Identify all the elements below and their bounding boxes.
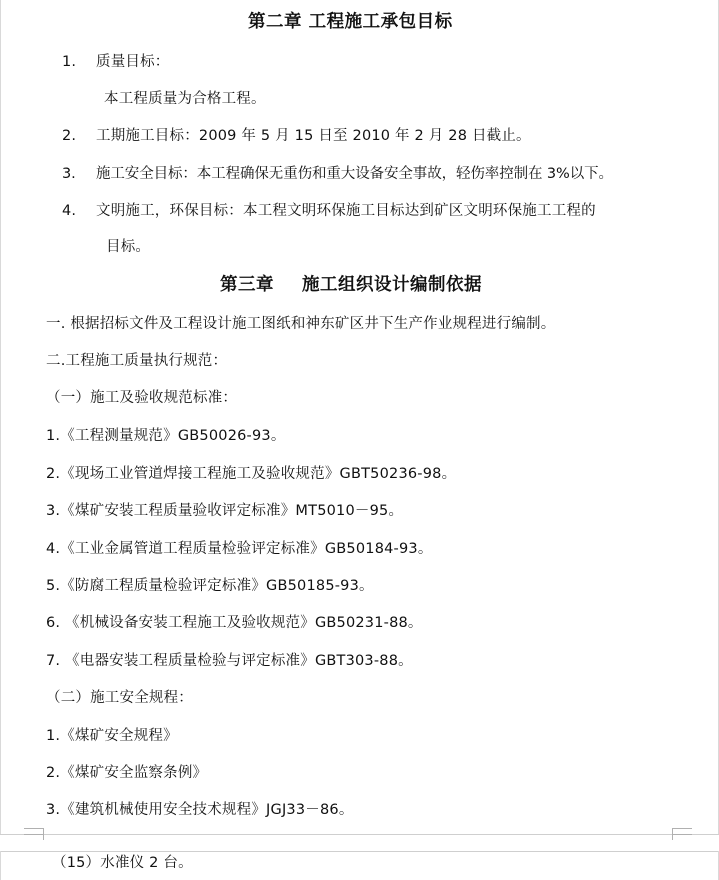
chapter3-line-13: 2.《煤矿安全监察条例》 xyxy=(46,765,208,781)
page-break xyxy=(0,834,719,852)
chapter3-title-prefix: 第三章 xyxy=(220,275,274,295)
chapter3-line-11: （二）施工安全规程： xyxy=(46,690,193,706)
chapter2-item-3 xyxy=(62,164,613,184)
item-text: 施工安全目标：本工程确保无重伤和重大设备安全事故，轻伤率控制在 3%以下。 xyxy=(96,166,613,182)
chapter3-line-7: 4.《工业金属管道工程质量检验评定标准》GB50184-93。 xyxy=(46,541,433,557)
chapter2-item-2 xyxy=(62,126,531,146)
chapter3-line-1: 一. 根据招标文件及工程设计施工图纸和神东矿区井下生产作业规程进行编制。 xyxy=(46,316,556,332)
chapter3-line-14: 3.《建筑机械使用安全技术规程》JGJ33－86。 xyxy=(46,802,354,818)
chapter3-line-10: 7. 《电器安装工程质量检验与评定标准》GBT303-88。 xyxy=(46,653,413,669)
chapter2-title: 第二章 工程施工承包目标 xyxy=(248,12,453,32)
item-text: 质量目标： xyxy=(96,54,170,70)
chapter3-line-3: （一）施工及验收规范标准： xyxy=(46,390,238,406)
next-page-line: （15）水准仪 2 台。 xyxy=(52,855,193,871)
item-text: 文明施工，环保目标：本工程文明环保施工目标达到矿区文明环保施工工程的 xyxy=(96,203,596,219)
chapter2-item-1-detail: 本工程质量为合格工程。 xyxy=(104,91,266,107)
item-number: 4. xyxy=(62,203,77,219)
chapter2-item-4-continued: 目标。 xyxy=(106,239,151,255)
chapter2-item-1 xyxy=(62,52,170,72)
chapter3-line-9: 6. 《机械设备安装工程施工及验收规范》GB50231-88。 xyxy=(46,615,423,631)
item-number: 1. xyxy=(62,54,77,70)
chapter3-line-8: 5.《防腐工程质量检验评定标准》GB50185-93。 xyxy=(46,578,374,594)
chapter3-title xyxy=(220,275,482,295)
chapter3-line-5: 2.《现场工业管道焊接工程施工及验收规范》GBT50236-98。 xyxy=(46,466,457,482)
chapter3-line-6: 3.《煤矿安装工程质量验收评定标准》MT5010－95。 xyxy=(46,503,404,519)
chapter3-line-2: 二.工程施工质量执行规范： xyxy=(46,353,228,369)
item-number: 2. xyxy=(62,128,77,144)
chapter3-line-12: 1.《煤矿安全规程》 xyxy=(46,728,178,744)
crop-mark-left xyxy=(24,828,44,840)
item-text: 工期施工目标：2009 年 5 月 15 日至 2010 年 2 月 28 日截止。 xyxy=(96,128,531,144)
crop-mark-right xyxy=(672,828,692,840)
item-number: 3. xyxy=(62,166,76,182)
chapter2-item-4 xyxy=(62,201,596,221)
chapter3-title-main: 施工组织设计编制依据 xyxy=(302,275,482,295)
chapter3-line-4: 1.《工程测量规范》GB50026-93。 xyxy=(46,428,286,444)
